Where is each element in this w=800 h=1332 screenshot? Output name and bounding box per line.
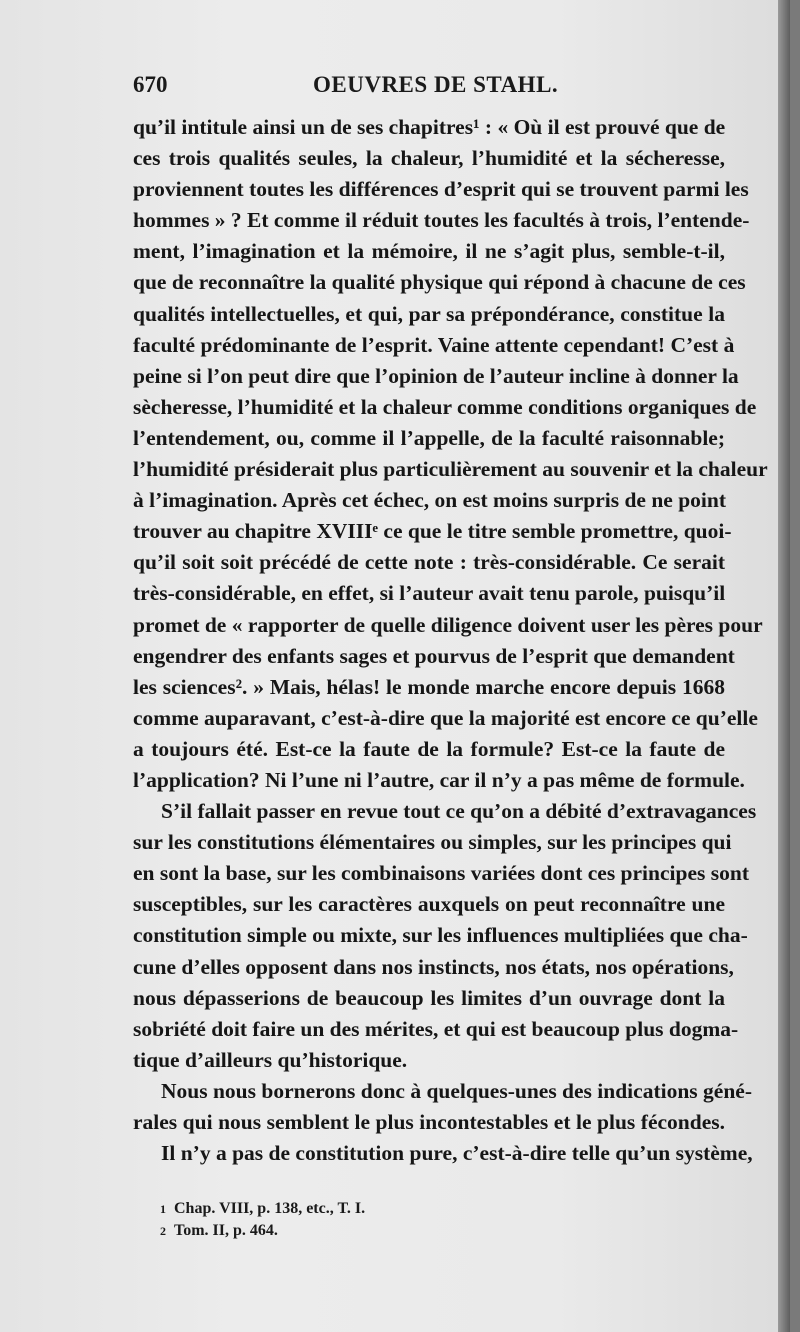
footnote-text: Chap. VIII, p. 138, etc., T. I. [174,1200,366,1217]
text-line: engendrer des enfants sages et pourvus de l’esprit que demandent [133,643,735,668]
text-line: susceptibles, sur les caractères auxquels on peut reconnaître une [133,892,725,917]
text-line: ces trois qualités seules, la chaleur, l’humidité et la sécheresse, [133,146,725,171]
text-line: à l’imagination. Après cet échec, on est moins surpris de ne point [133,488,727,513]
text-line: sobriété doit faire un des mérites, et qui est beaucoup plus dogma- [133,1016,739,1041]
text-line: nous dépasserions de beaucoup les limites d’un ouvrage dont la [133,985,725,1010]
footnote-mark: 2 [160,1224,166,1238]
text-line: qu’il soit soit précédé de cette note : très-considérable. Ce serait [133,550,725,575]
text-line: tique d’ailleurs qu’historique. [133,1047,408,1072]
text-line: promet de « rapporter de quelle diligence doivent user les pères pour [133,612,763,637]
footnote [160,1198,560,1220]
text-line: Nous nous bornerons donc à quelques-unes des indications géné- [161,1078,752,1103]
text-line: en sont la base, sur les combinaisons variées dont ces principes sont [133,861,749,886]
text-line: peine si l’on peut dire que l’opinion de l’auteur incline à donner la [133,363,739,388]
text-line: S’il fallait passer en revue tout ce qu’on a débité d’extravagances [161,799,757,824]
text-line: a toujours été. Est-ce la faute de la formule? Est-ce la faute de [133,736,725,761]
footnote [160,1220,560,1242]
text-line: sur les constitutions élémentaires ou simples, sur les principes qui [133,830,732,855]
text-line: cune d’elles opposent dans nos instincts, nos états, nos opérations, [133,954,734,979]
text-line: comme auparavant, c’est-à-dire que la majorité est encore ce qu’elle [133,705,758,730]
text-line: qualités intellectuelles, et qui, par sa prépondérance, constitue la [133,301,725,326]
page-edge [778,0,790,1332]
text-line: trouver au chapitre XVIIIᵉ ce que le titre semble promettre, quoi- [133,519,732,544]
text-line: Il n’y a pas de constitution pure, c’est-à-dire telle qu’un système, [161,1141,753,1166]
text-line: proviennent toutes les différences d’esprit qui se trouvent parmi les [133,177,749,202]
text-line: rales qui nous semblent le plus incontestables et le plus fécondes. [133,1110,725,1134]
text-line: faculté prédominante de l’esprit. Vaine attente cependant! C’est à [133,332,735,357]
body-text [133,112,768,1169]
text-line: ment, l’imagination et la mémoire, il ne s’agit plus, semble-t-il, [133,239,725,264]
text-line: sècheresse, l’humidité et la chaleur comme conditions organiques de [133,394,757,419]
text-line: hommes » ? Et comme il réduit toutes les facultés à trois, l’entende- [133,208,750,233]
footnotes [160,1198,560,1242]
text-line: que de reconnaître la qualité physique qui répond à chacune de ces [133,270,746,295]
text-line: l’entendement, ou, comme il l’appelle, de la faculté raisonnable; [133,425,725,450]
text-line: qu’il intitule ainsi un de ses chapitres¹ : « Où il est prouvé que de [133,115,726,139]
text-line: très-considérable, en effet, si l’auteur avait tenu parole, puisqu’il [133,581,726,606]
footnote-text: Tom. II, p. 464. [174,1222,278,1239]
text-line: constitution simple ou mixte, sur les influences multipliées que cha- [133,923,748,948]
text-line: les sciences². » Mais, hélas! le monde marche encore depuis 1668 [133,674,725,699]
page-header [133,72,723,104]
running-title: OEUVRES DE STAHL. [313,72,559,97]
text-line: l’humidité présiderait plus particulièrement au souvenir et la chaleur [133,457,768,482]
footnote-mark: 1 [160,1202,166,1216]
page-number: 670 [133,72,168,97]
text-line: l’application? Ni l’une ni l’autre, car il n’y a pas même de formule. [133,767,745,792]
